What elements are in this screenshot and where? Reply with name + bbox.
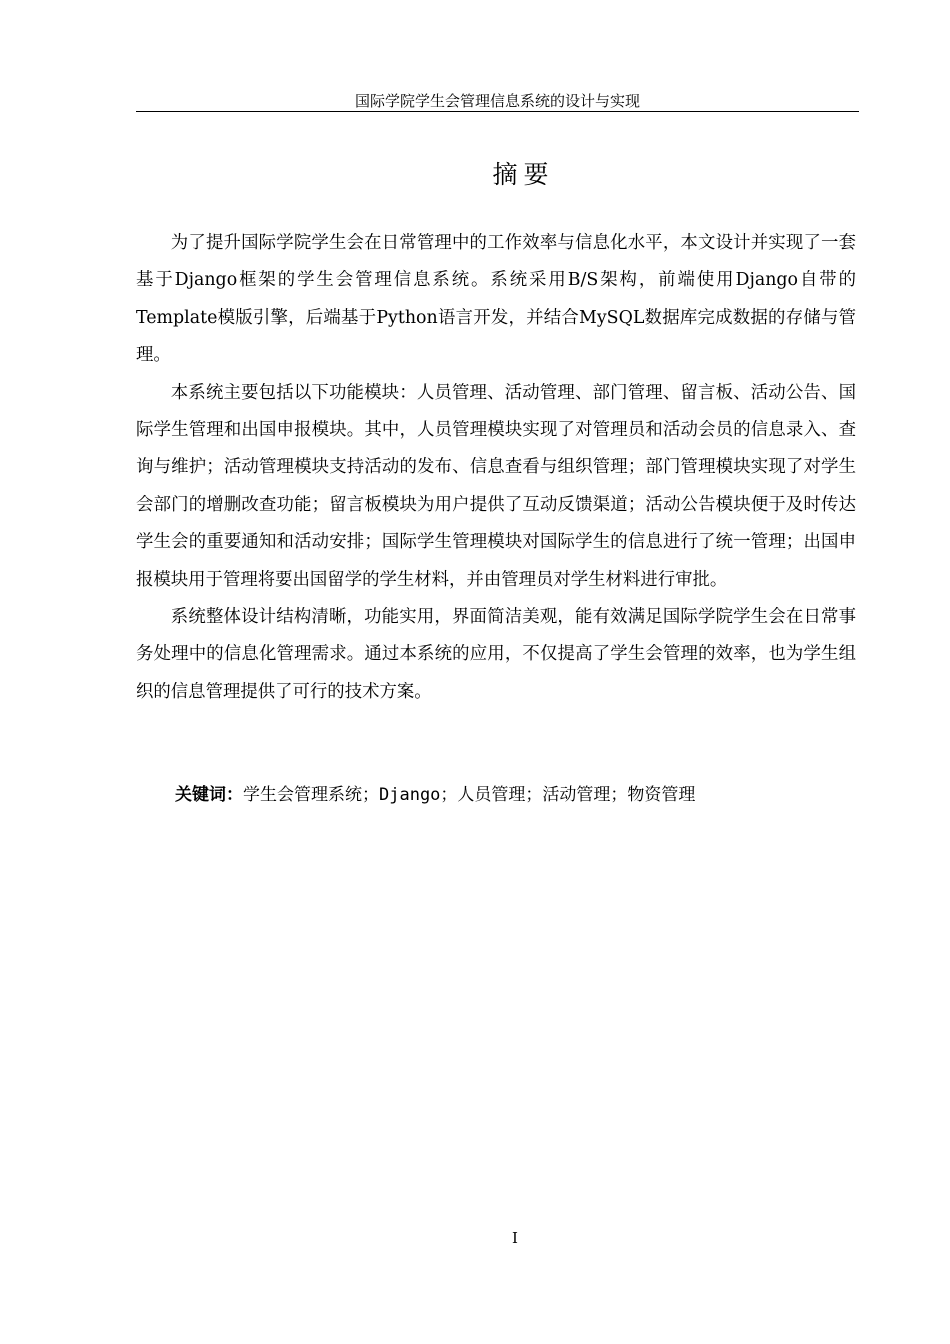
abstract-body (136, 225, 856, 711)
keywords-value: 学生会管理系统；Django；人员管理；活动管理；物资管理 (243, 785, 696, 805)
keywords-line (175, 779, 855, 811)
keywords-label: 关键词： (175, 785, 243, 805)
abstract-paragraph-1: 为了提升国际学院学生会在日常管理中的工作效率与信息化水平，本文设计并实现了一套基于Django框架的学生会管理信息系统。系统采用B/S架构，前端使用Django自带的Template模版引擎，后端基于Python语言开发，并结合MySQL数据库完成数据的存储与管理。 (136, 233, 856, 366)
abstract-paragraph-2: 本系统主要包括以下功能模块：人员管理、活动管理、部门管理、留言板、活动公告、国际学生管理和出国申报模块。其中，人员管理模块实现了对管理员和活动会员的信息录入、查询与维护；活动管理模块支持活动的发布、信息查看与组织管理；部门管理模块实现了对学生会部门的增删改查功能；留言板模块为用户提供了互动反馈渠道；活动公告模块便于及时传达学生会的重要通知和活动安排；国际学生管理模块对国际学生的信息进行了统一管理；出国申报模块用于管理将要出国留学的学生材料，并由管理员对学生材料进行审批。 (136, 382, 856, 590)
abstract-title: 摘要 (492, 160, 555, 189)
page-number: I (512, 1229, 518, 1247)
running-header: 国际学院学生会管理信息系统的设计与实现 (354, 92, 640, 110)
abstract-paragraph-3: 系统整体设计结构清晰，功能实用，界面简洁美观，能有效满足国际学院学生会在日常事务处理中的信息化管理需求。通过本系统的应用，不仅提高了学生会管理的效率，也为学生组织的信息管理提供了可行的技术方案。 (136, 607, 856, 702)
header-rule (136, 111, 859, 112)
